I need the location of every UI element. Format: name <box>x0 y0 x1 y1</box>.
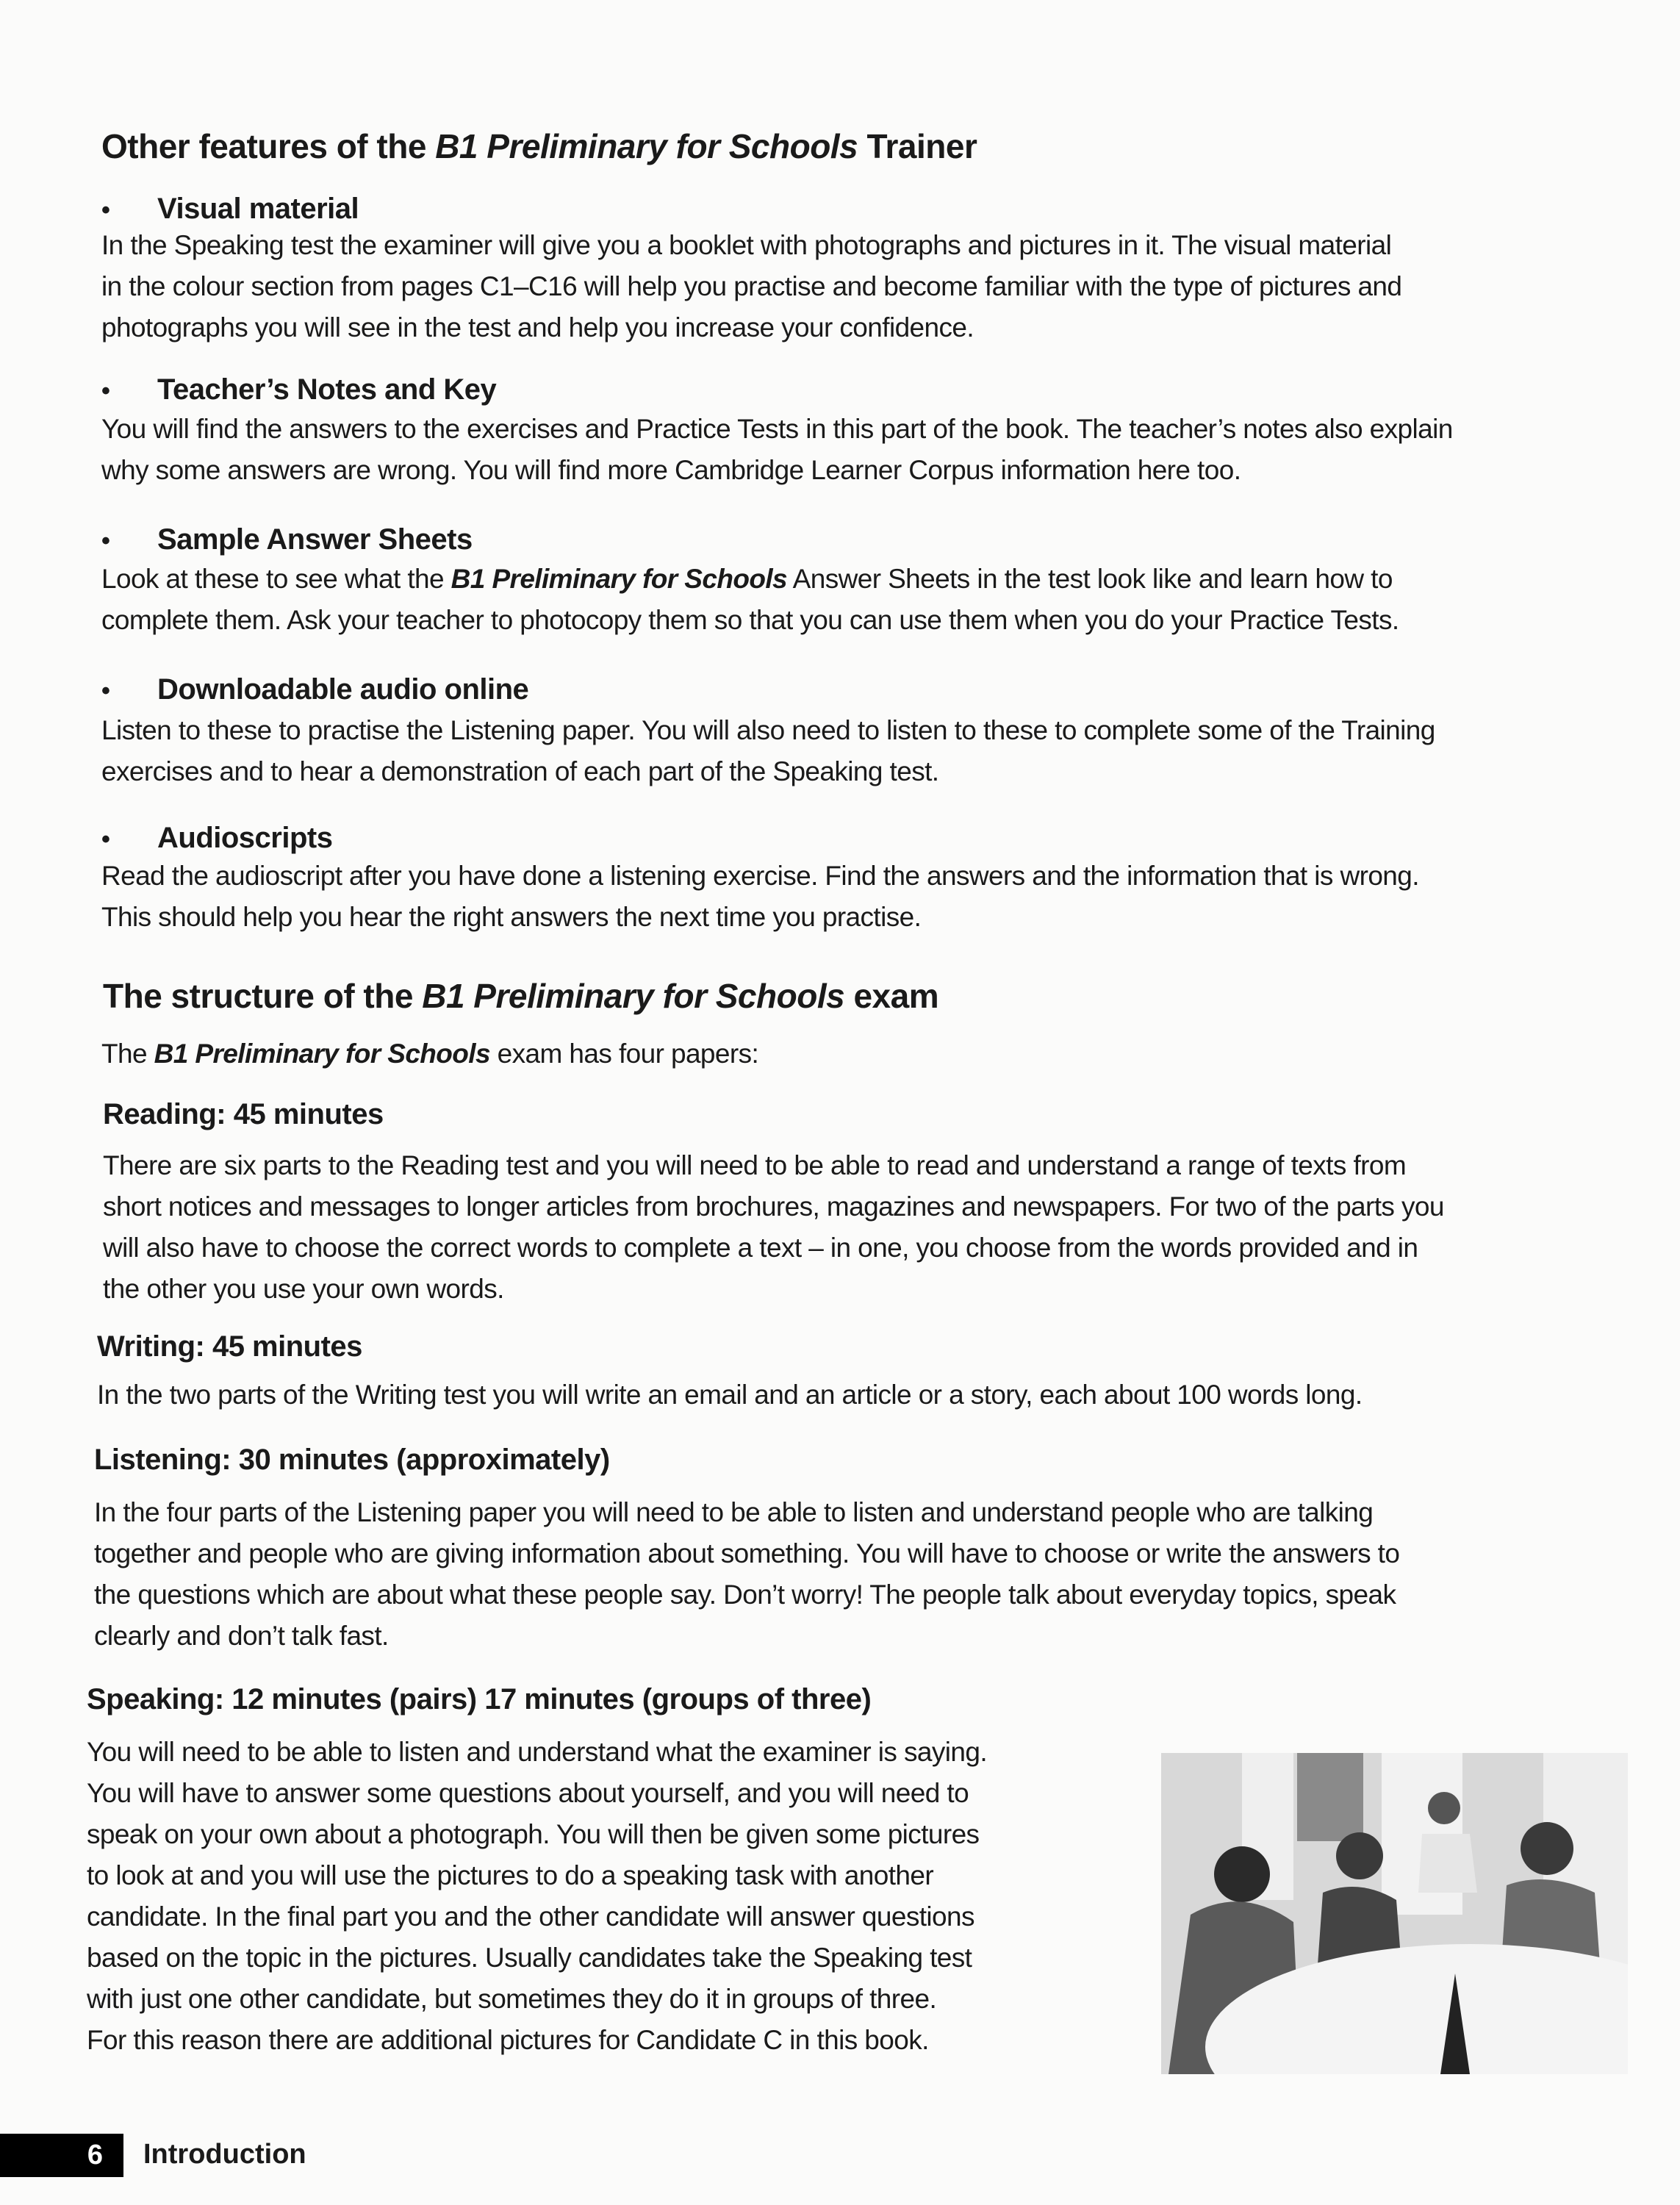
text-line: in the colour section from pages C1–C16 will help you practise and become familiar with the type of pictures and <box>101 271 1402 301</box>
bullet-icon: • <box>101 196 110 224</box>
text-line: In the two parts of the Writing test you will write an email and an article or a story, each about 100 words long. <box>97 1380 1363 1410</box>
text-line: with just one other candidate, but sometimes they do it in groups of three. <box>87 1984 937 2014</box>
text-line: based on the topic in the pictures. Usually candidates take the Speaking test <box>87 1943 972 1973</box>
bullet-icon: • <box>101 825 110 853</box>
text-line: the questions which are about what these people say. Don’t worry! The people talk about everyday topics, speak <box>94 1580 1396 1610</box>
paper-description <box>103 1145 1646 1310</box>
text-line: together and people who are giving information about something. You will have to choose or write the answers to <box>94 1538 1400 1568</box>
text-line: why some answers are wrong. You will find more Cambridge Learner Corpus information here too. <box>101 455 1241 485</box>
text-line: clearly and don’t talk fast. <box>94 1621 389 1651</box>
text-line: the other you use your own words. <box>103 1274 504 1304</box>
feature-title: Teacher’s Notes and Key <box>157 373 497 406</box>
text-line: speak on your own about a photograph. You will then be given some pictures <box>87 1819 980 1849</box>
text-segment: Answer Sheets in the test look like and learn how to <box>787 564 1393 594</box>
text-line: In the four parts of the Listening paper you will need to be able to listen and understand people who are talking <box>94 1497 1374 1527</box>
text-line: You will find the answers to the exercises and Practice Tests in this part of the book. The teacher’s notes also explain <box>101 414 1453 444</box>
feature-item-heading <box>101 523 1645 556</box>
text-line: For this reason there are additional pictures for Candidate C in this book. <box>87 2025 929 2055</box>
feature-description <box>101 856 1645 938</box>
text-segment: Other features of the <box>101 127 436 165</box>
text-line: You will need to be able to listen and understand what the examiner is saying. <box>87 1737 988 1767</box>
paper-heading: Speaking: 12 minutes (pairs) 17 minutes (groups of three) <box>87 1683 872 1715</box>
text-segment: The <box>101 1039 154 1069</box>
text-line: short notices and messages to longer articles from brochures, magazines and newspapers. For two of the parts you <box>103 1191 1444 1222</box>
structure-heading <box>103 976 1646 1016</box>
feature-description <box>101 409 1645 491</box>
feature-title: Audioscripts <box>157 822 333 854</box>
students-at-table-image <box>1161 1753 1628 2074</box>
text-segment: B1 Preliminary for Schools <box>422 977 845 1015</box>
text-segment: B1 Preliminary for Schools <box>450 564 787 594</box>
text-line: will also have to choose the correct words to complete a text – in one, you choose from the words provided and in <box>103 1233 1418 1263</box>
text-line: Read the audioscript after you have done a listening exercise. Find the answers and the information that is wrong. <box>101 861 1419 891</box>
structure-intro <box>101 1033 1645 1075</box>
text-line: There are six parts to the Reading test and you will need to be able to read and understand a range of texts from <box>103 1150 1407 1180</box>
paper-heading: Writing: 45 minutes <box>97 1330 362 1363</box>
paper-heading: Reading: 45 minutes <box>103 1098 384 1130</box>
feature-item-heading <box>101 373 1645 406</box>
feature-title: Sample Answer Sheets <box>157 523 473 556</box>
feature-item-heading <box>101 673 1645 706</box>
feature-item-heading <box>101 822 1645 855</box>
page-number: 6 <box>0 2134 123 2177</box>
text-line: In the Speaking test the examiner will give you a booklet with photographs and pictures in it. The visual material <box>101 230 1392 260</box>
text-line: exercises and to hear a demonstration of each part of the Speaking test. <box>101 756 939 786</box>
text-segment: B1 Preliminary for Schools <box>154 1039 490 1069</box>
feature-title: Visual material <box>157 193 359 225</box>
text-line: You will have to answer some questions about yourself, and you will need to <box>87 1778 969 1808</box>
paper-description <box>94 1492 1637 1657</box>
text-segment: exam has four papers: <box>489 1039 759 1069</box>
text-line: to look at and you will use the pictures to do a speaking task with another <box>87 1860 934 1890</box>
paper-heading: Listening: 30 minutes (approximately) <box>94 1444 610 1476</box>
feature-description <box>101 710 1645 792</box>
text-line: complete them. Ask your teacher to photocopy them so that you can use them when you do your Practice Tests. <box>101 605 1399 635</box>
text-line <box>101 559 1645 600</box>
text-line: photographs you will see in the test and help you increase your confidence. <box>101 312 974 343</box>
section-label: Introduction <box>143 2139 306 2170</box>
text-segment: B1 Preliminary for Schools <box>435 127 858 165</box>
feature-item-heading <box>101 193 1645 226</box>
features-heading <box>101 126 1645 166</box>
speaking-test-photo <box>1161 1753 1628 2074</box>
text-line: candidate. In the final part you and the other candidate will answer questions <box>87 1901 974 1932</box>
text-segment: exam <box>844 977 939 1015</box>
paper-description <box>97 1374 1640 1416</box>
text-segment: Look at these to see what the <box>101 564 451 594</box>
bullet-icon: • <box>101 527 110 555</box>
feature-description <box>101 225 1645 348</box>
feature-title: Downloadable audio online <box>157 673 529 706</box>
text-line: This should help you hear the right answers the next time you practise. <box>101 902 922 932</box>
text-line: Listen to these to practise the Listening paper. You will also need to listen to these to complete some of the Training <box>101 715 1435 745</box>
bullet-icon: • <box>101 677 110 705</box>
bullet-icon: • <box>101 377 110 405</box>
feature-description <box>101 559 1645 641</box>
text-segment: The structure of the <box>103 977 423 1015</box>
text-segment: Trainer <box>858 127 977 165</box>
